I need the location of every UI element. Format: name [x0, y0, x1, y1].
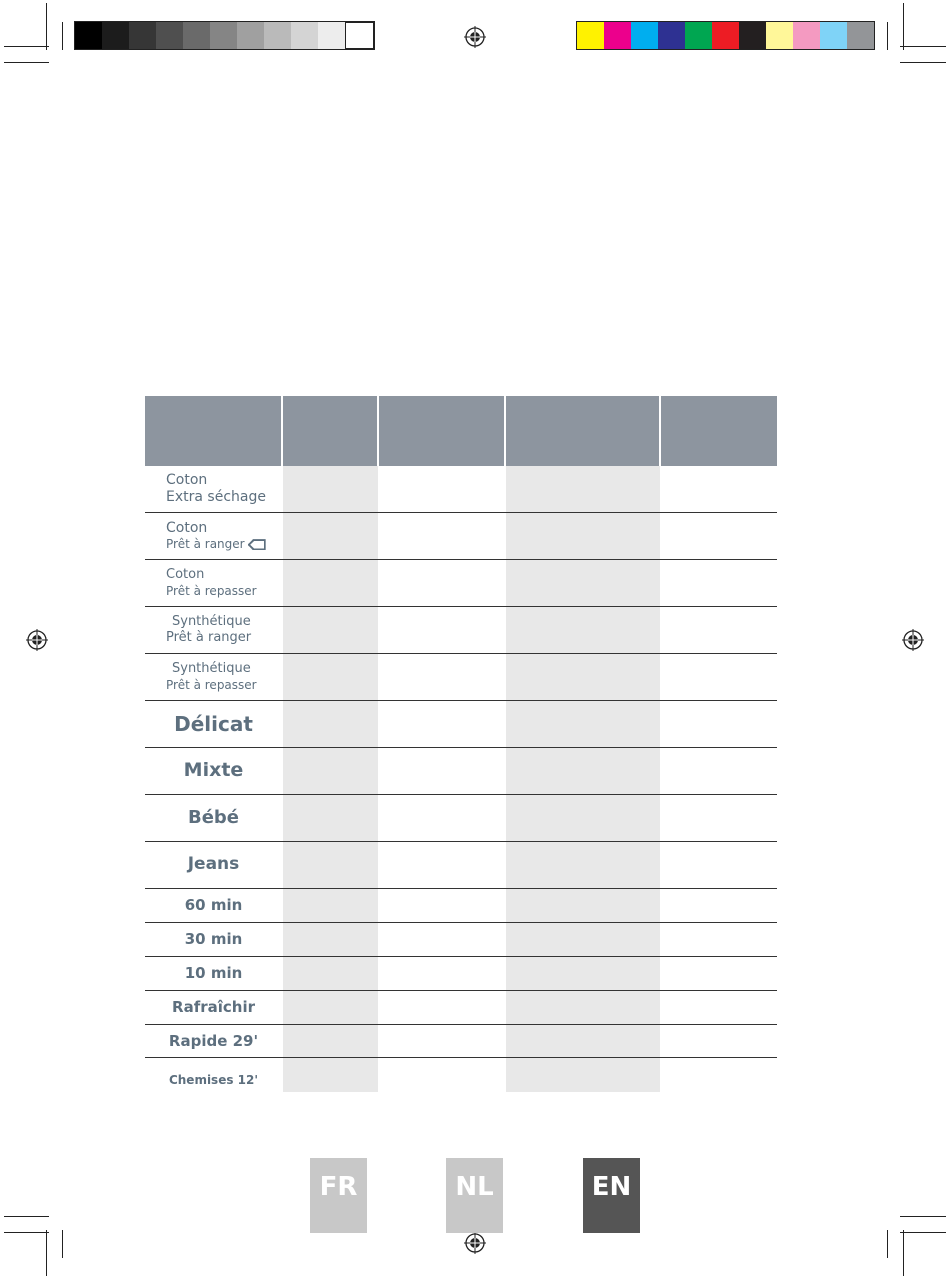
row-label: Mixte	[183, 759, 244, 782]
row-label-line1: Synthétique	[172, 661, 251, 677]
crop-mark	[4, 46, 49, 47]
language-code: FR	[319, 1172, 358, 1202]
language-tab-nl	[446, 1158, 503, 1233]
crop-mark	[900, 46, 946, 47]
table-row	[145, 513, 282, 559]
table-row	[145, 466, 282, 512]
table-row	[145, 748, 282, 794]
registration-mark-icon	[464, 26, 486, 48]
row-label: Jeans	[187, 854, 240, 875]
table-header-cell	[506, 396, 659, 466]
table-row	[145, 1058, 282, 1092]
crop-mark	[62, 22, 63, 50]
crop-mark	[4, 62, 49, 63]
crop-mark	[903, 3, 904, 50]
language-code: EN	[591, 1172, 632, 1202]
row-label-line2: Prêt à ranger	[166, 630, 252, 645]
crop-mark	[4, 1216, 49, 1217]
table-row	[145, 654, 282, 700]
row-label: Délicat	[174, 711, 253, 736]
tag-icon	[248, 539, 266, 550]
row-label: 10 min	[184, 964, 243, 983]
table-row	[145, 889, 282, 922]
crop-mark	[62, 1230, 63, 1258]
registration-mark-icon	[464, 1232, 486, 1254]
registration-mark-icon	[26, 629, 48, 651]
row-label-line2: Prêt à repasser	[166, 583, 257, 598]
table-row	[145, 923, 282, 956]
swatch-border	[74, 21, 375, 50]
swatch-border	[576, 21, 875, 50]
row-label: Rapide 29'	[168, 1031, 259, 1050]
crop-mark	[900, 1232, 946, 1233]
table-header-cell	[661, 396, 777, 466]
registration-mark-icon	[902, 629, 924, 651]
table-header-cell	[145, 396, 281, 466]
table-row	[145, 701, 282, 747]
row-label-line1: Coton	[166, 567, 205, 583]
row-label-line2: Prêt à ranger	[166, 537, 245, 552]
language-tab-en	[583, 1158, 640, 1233]
row-label: 30 min	[184, 930, 243, 949]
row-label: Rafraîchir	[172, 998, 255, 1017]
row-label-line1: Synthétique	[172, 613, 251, 629]
crop-mark	[903, 1230, 904, 1276]
row-label: 60 min	[184, 896, 243, 915]
crop-mark	[887, 1230, 888, 1258]
table-row	[145, 991, 282, 1024]
table-row	[145, 560, 282, 606]
row-label: Bébé	[187, 806, 240, 828]
row-label: Chemises 12'	[168, 1072, 259, 1087]
table-row	[145, 795, 282, 841]
language-code: NL	[455, 1172, 494, 1202]
crop-mark	[46, 3, 47, 50]
table-row	[145, 607, 282, 653]
table-row	[145, 842, 282, 888]
row-label-line2-wrap	[166, 537, 266, 552]
row-label-line1: Coton	[166, 471, 208, 488]
row-label-line2: Extra séchage	[166, 489, 266, 505]
crop-mark	[900, 62, 946, 63]
programme-table	[145, 396, 777, 1092]
table-row	[145, 1025, 282, 1057]
crop-mark	[4, 1232, 49, 1233]
language-tab-fr	[310, 1158, 367, 1233]
crop-mark	[900, 1216, 946, 1217]
table-header-cell	[283, 396, 377, 466]
row-label-line1: Coton	[166, 519, 208, 536]
table-row	[145, 957, 282, 990]
row-label-line2: Prêt à repasser	[166, 677, 257, 692]
crop-mark	[887, 22, 888, 50]
table-header-cell	[379, 396, 504, 466]
crop-mark	[46, 1230, 47, 1276]
